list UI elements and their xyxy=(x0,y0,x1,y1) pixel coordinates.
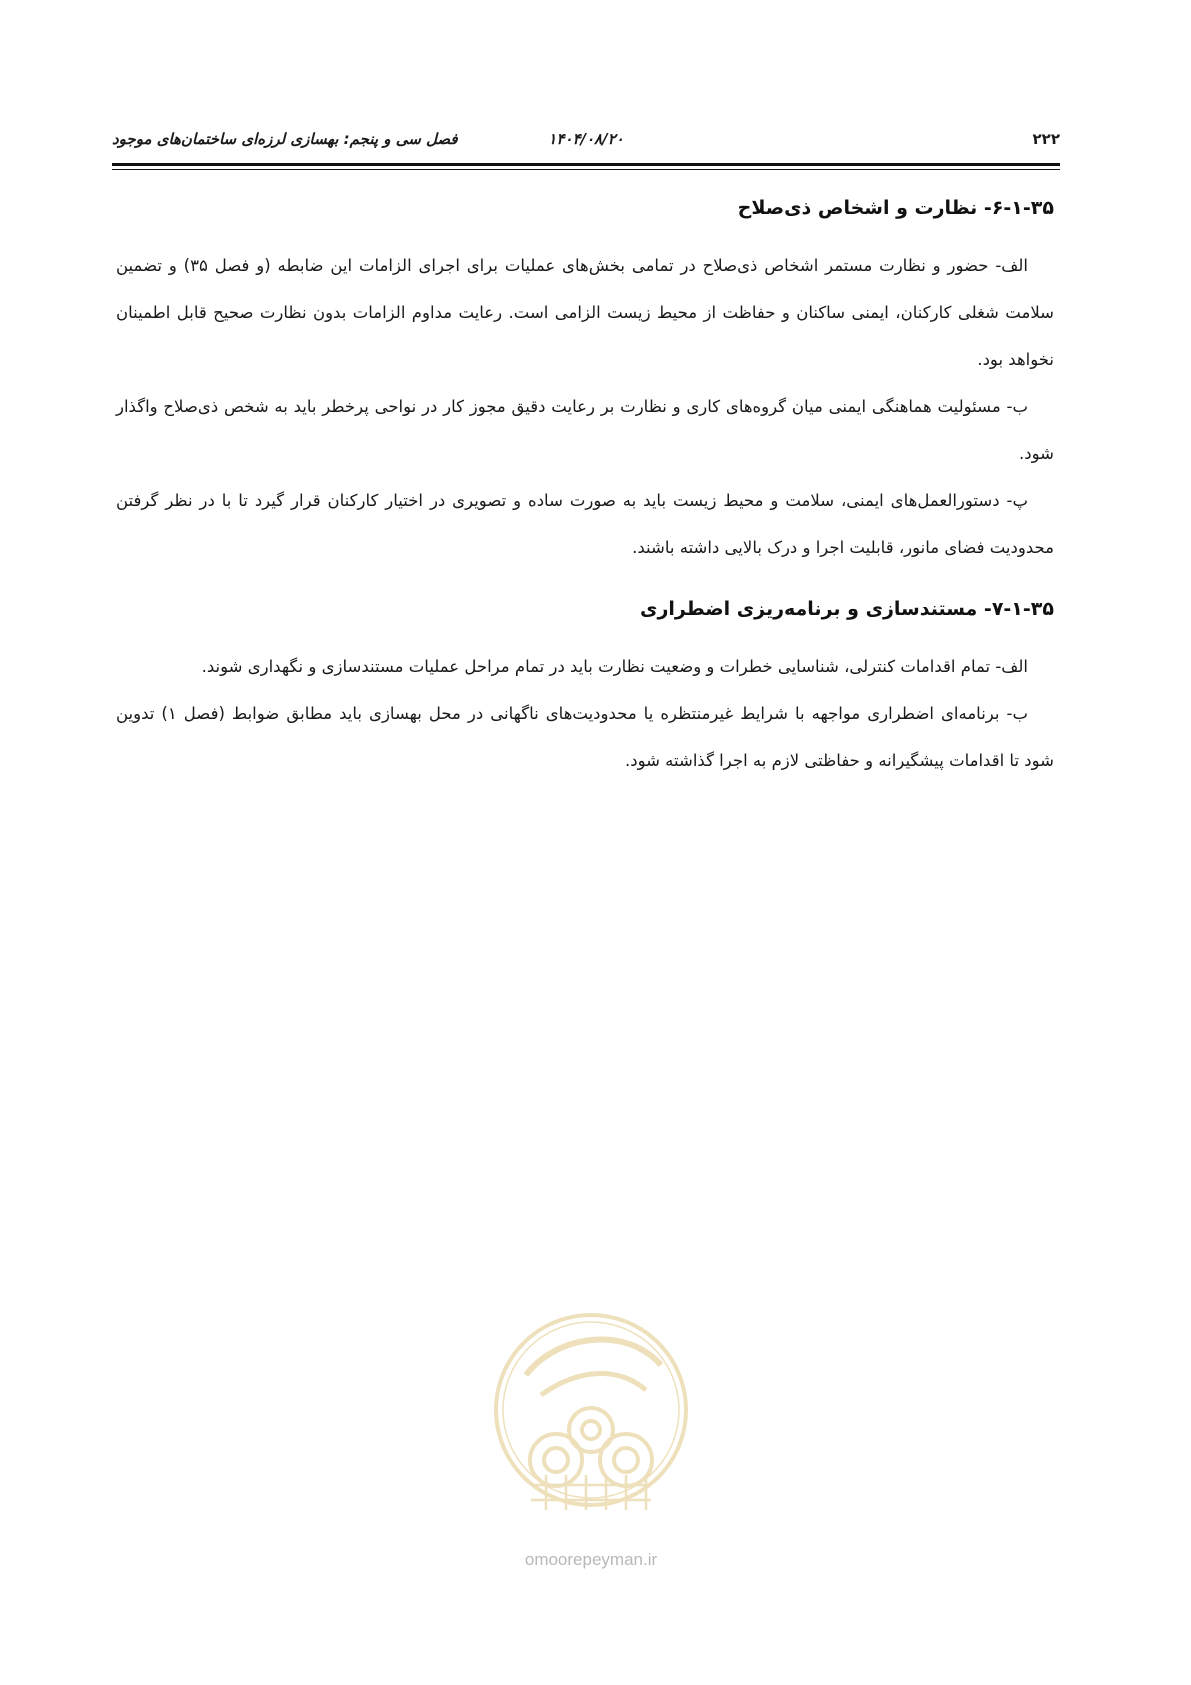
section-heading: ۷-۱-۳۵- مستندسازی و برنامه‌ریزی اضطراری xyxy=(640,598,1054,620)
paragraph: پ- دستورالعمل‌های ایمنی، سلامت و محیط زیست باید به صورت ساده و تصویری در اختیار کارکنان قرار گیرد تا با در نظر گرفتن محدودیت فضای مانور، قابلیت اجرا و درک بالایی داشته باشند. xyxy=(116,491,1054,557)
header-rule-thick xyxy=(112,163,1060,166)
watermark-site: omoorepeyman.ir xyxy=(524,1550,658,1569)
header-date: ۱۴۰۴/۰۸/۲۰ xyxy=(548,130,624,148)
section-heading: ۶-۱-۳۵- نظارت و اشخاص ذی‌صلاح xyxy=(737,197,1054,219)
page-number: ۲۲۲ xyxy=(1032,130,1060,148)
paragraph: ب- مسئولیت هماهنگی ایمنی میان گروه‌های کاری و نظارت بر رعایت دقیق مجوز کار در نواحی پرخطر باید به شخص ذی‌صلاح واگذار شود. xyxy=(116,397,1054,463)
paragraph: الف- حضور و نظارت مستمر اشخاص ذی‌صلاح در تمامی بخش‌های عملیات برای اجرای الزامات این ضابطه (و فصل ۳۵) و تضمین سلامت شغلی کارکنان، ایمنی ساکنان و حفاظت از محیط زیست الزامی است. رعایت مداوم الزامات بدون نظارت صحیح قابل اطمینان نخواهد بود. xyxy=(116,256,1054,369)
header-rule-thin xyxy=(112,169,1060,170)
chapter-title: فصل سی و پنجم: بهسازی لرزه‌ای ساختمان‌های موجود xyxy=(112,130,458,148)
paragraph: ب- برنامه‌ای اضطراری مواجهه با شرایط غیرمنتظره یا محدودیت‌های ناگهانی در محل بهسازی باید مطابق ضوابط (فصل ۱) تدوین شود تا اقدامات پیشگیرانه و حفاظتی لازم به اجرا گذاشته شود. xyxy=(116,704,1054,770)
paragraph: الف- تمام اقدامات کنترلی، شناسایی خطرات و وضعیت نظارت باید در تمام مراحل عملیات مستندسازی و نگهداری شوند. xyxy=(201,657,1028,676)
watermark-logo-icon xyxy=(486,1295,696,1535)
page-header xyxy=(112,130,1060,156)
page-content xyxy=(116,188,1054,784)
